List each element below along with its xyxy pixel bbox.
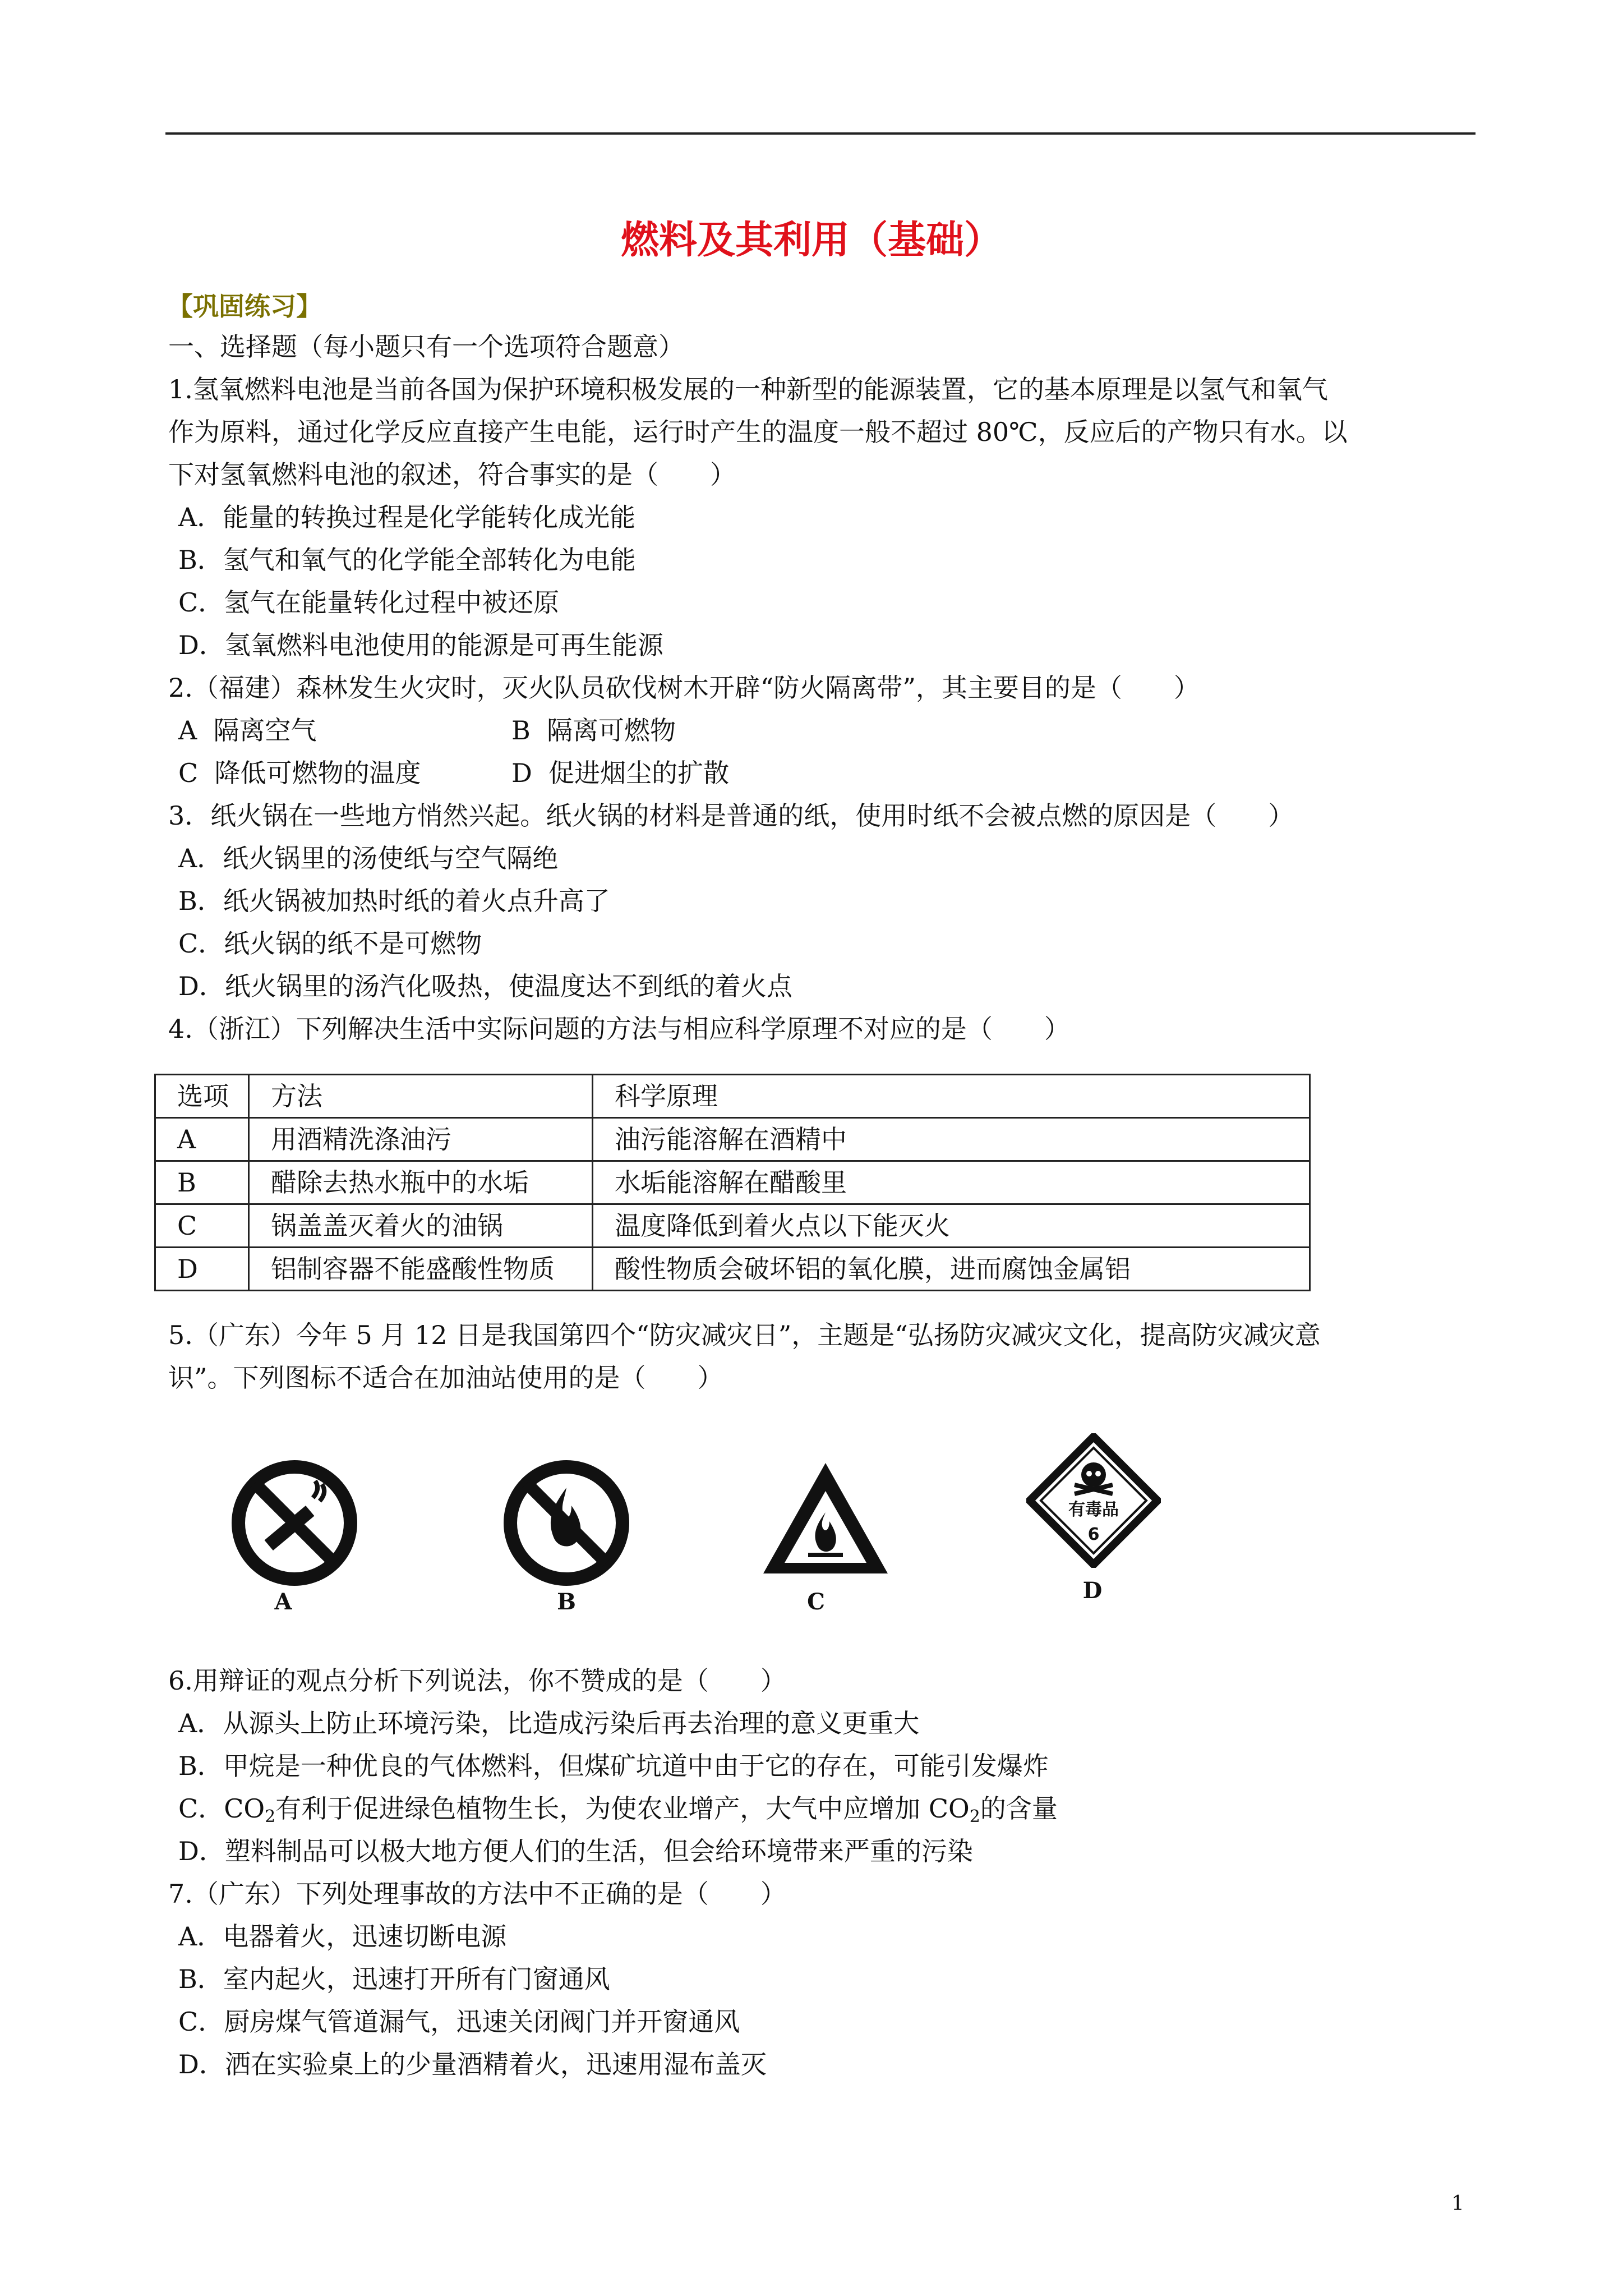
q1-option-c: C．氢气在能量转化过程中被还原 [178,587,560,618]
q2-option-d: D 促进烟尘的扩散 [511,758,730,788]
sign-label-b: B [557,1589,576,1615]
sign-d-number: 6 [1087,1525,1100,1544]
q2-option-c: C 降低可燃物的温度 [178,758,421,788]
q2-stem: 2.（福建）森林发生火灾时，灭火队员砍伐树木开辟“防火隔离带”，其主要目的是（ ） [168,673,1200,703]
q1-stem-line: 作为原料，通过化学反应直接产生电能，运行时产生的温度一般不超过 80℃，反应后的产物只有水。以 [168,417,1348,447]
q5-stem-line: 识”。下列图标不适合在加油站使用的是（ ） [168,1363,723,1393]
q1-option-a: A．能量的转换过程是化学能转化成光能 [178,502,636,532]
sign-d-text: 有毒品 [1068,1500,1119,1520]
q3-option-c: C．纸火锅的纸不是可燃物 [178,928,482,959]
table-header-cell: 方法 [249,1075,593,1118]
q6-option-d: D．塑料制品可以极大地方便人们的生活，但会给环境带来严重的污染 [178,1836,973,1866]
q3-option-d: D．纸火锅里的汤汽化吸热，使温度达不到纸的着火点 [178,971,792,1001]
q1-stem-line: 下对氢氧燃料电池的叙述，符合事实的是（ ） [168,459,736,490]
q3-option-a: A．纸火锅里的汤使纸与空气隔绝 [178,843,559,873]
q1-stem-line: 1.氢氧燃料电池是当前各国为保护环境积极发展的一种新型的能源装置，它的基本原理是以氢气和氧气 [168,374,1328,404]
q7-stem: 7.（广东）下列处理事故的方法中不正确的是（ ） [168,1879,786,1909]
section-heading: 【巩固练习】 [167,291,322,321]
table-cell: 铝制容器不能盛酸性物质 [249,1248,593,1291]
table-row [155,1204,1310,1248]
q1-option-d: D．氢氧燃料电池使用的能源是可再生能源 [178,630,663,660]
header-rule [165,132,1476,135]
q2-option-b: B 隔离可燃物 [511,715,676,746]
no-smoking-icon [230,1458,359,1588]
sign-label-d: D [1082,1577,1103,1604]
table-header-cell: 选项 [155,1075,249,1118]
table-row [155,1248,1310,1291]
q7-option-a: A．电器着火，迅速切断电源 [178,1921,507,1952]
toxic-substance-icon [1026,1433,1161,1568]
q6-c-subscript: 2 [265,1807,276,1826]
table-cell: D [155,1248,249,1291]
q4-table [154,1074,1311,1291]
q2-option-a: A 隔离空气 [178,715,317,746]
table-cell: 酸性物质会破坏铝的氧化膜，进而腐蚀金属铝 [593,1248,1310,1291]
q3-option-b: B．纸火锅被加热时纸的着火点升高了 [178,886,610,916]
q1-option-b: B．氢气和氧气的化学能全部转化为电能 [178,545,636,575]
sign-label-c: C [807,1589,825,1615]
q7-option-b: B．室内起火，迅速打开所有门窗通风 [178,1964,610,1994]
q4-stem: 4.（浙江）下列解决生活中实际问题的方法与相应科学原理不对应的是（ ） [168,1014,1070,1044]
q6-c-subscript: 2 [969,1807,980,1826]
q6-option-b: B．甲烷是一种优良的气体燃料，但煤矿坑道中由于它的存在，可能引发爆炸 [178,1751,1049,1781]
q6-option-c [178,1788,1058,1837]
q7-option-d: D．洒在实验桌上的少量酒精着火，迅速用湿布盖灭 [178,2049,767,2079]
table-cell: 油污能溶解在酒精中 [593,1118,1310,1161]
no-open-flame-icon [502,1458,631,1588]
table-cell: 醋除去热水瓶中的水垢 [249,1161,593,1204]
page-number: 1 [1451,2192,1464,2215]
part-heading: 一、选择题（每小题只有一个选项符合题意） [168,332,684,362]
table-cell: 水垢能溶解在醋酸里 [593,1161,1310,1204]
page-title: 燃料及其利用（基础） [620,218,1002,263]
table-row [155,1161,1310,1204]
q6-c-prefix: C．CO [178,1793,265,1824]
q5-stem-line: 5.（广东）今年 5 月 12 日是我国第四个“防灾减灾日”，主题是“弘扬防灾减灾文化，提高防灾减灾意 [168,1320,1321,1350]
table-header-row [155,1075,1310,1118]
table-cell: C [155,1204,249,1248]
table-header-cell: 科学原理 [593,1075,1310,1118]
table-cell: 用酒精洗涤油污 [249,1118,593,1161]
table-row [155,1118,1310,1161]
q6-c-middle: 有利于促进绿色植物生长，为使农业增产，大气中应增加 CO [275,1793,970,1824]
sign-label-a: A [274,1589,292,1615]
q6-stem: 6.用辩证的观点分析下列说法，你不赞成的是（ ） [168,1665,786,1696]
flammable-warning-icon [760,1458,892,1579]
table-cell: A [155,1118,249,1161]
q3-stem: 3．纸火锅在一些地方悄然兴起。纸火锅的材料是普通的纸，使用时纸不会被点燃的原因是（ ） [168,800,1294,831]
table-cell: B [155,1161,249,1204]
table-cell: 温度降低到着火点以下能灭火 [593,1204,1310,1248]
q6-c-suffix: 的含量 [980,1793,1058,1824]
table-cell: 锅盖盖灭着火的油锅 [249,1204,593,1248]
q6-option-a: A．从源头上防止环境污染，比造成污染后再去治理的意义更重大 [178,1708,920,1738]
q7-option-c: C．厨房煤气管道漏气，迅速关闭阀门并开窗通风 [178,2007,740,2037]
